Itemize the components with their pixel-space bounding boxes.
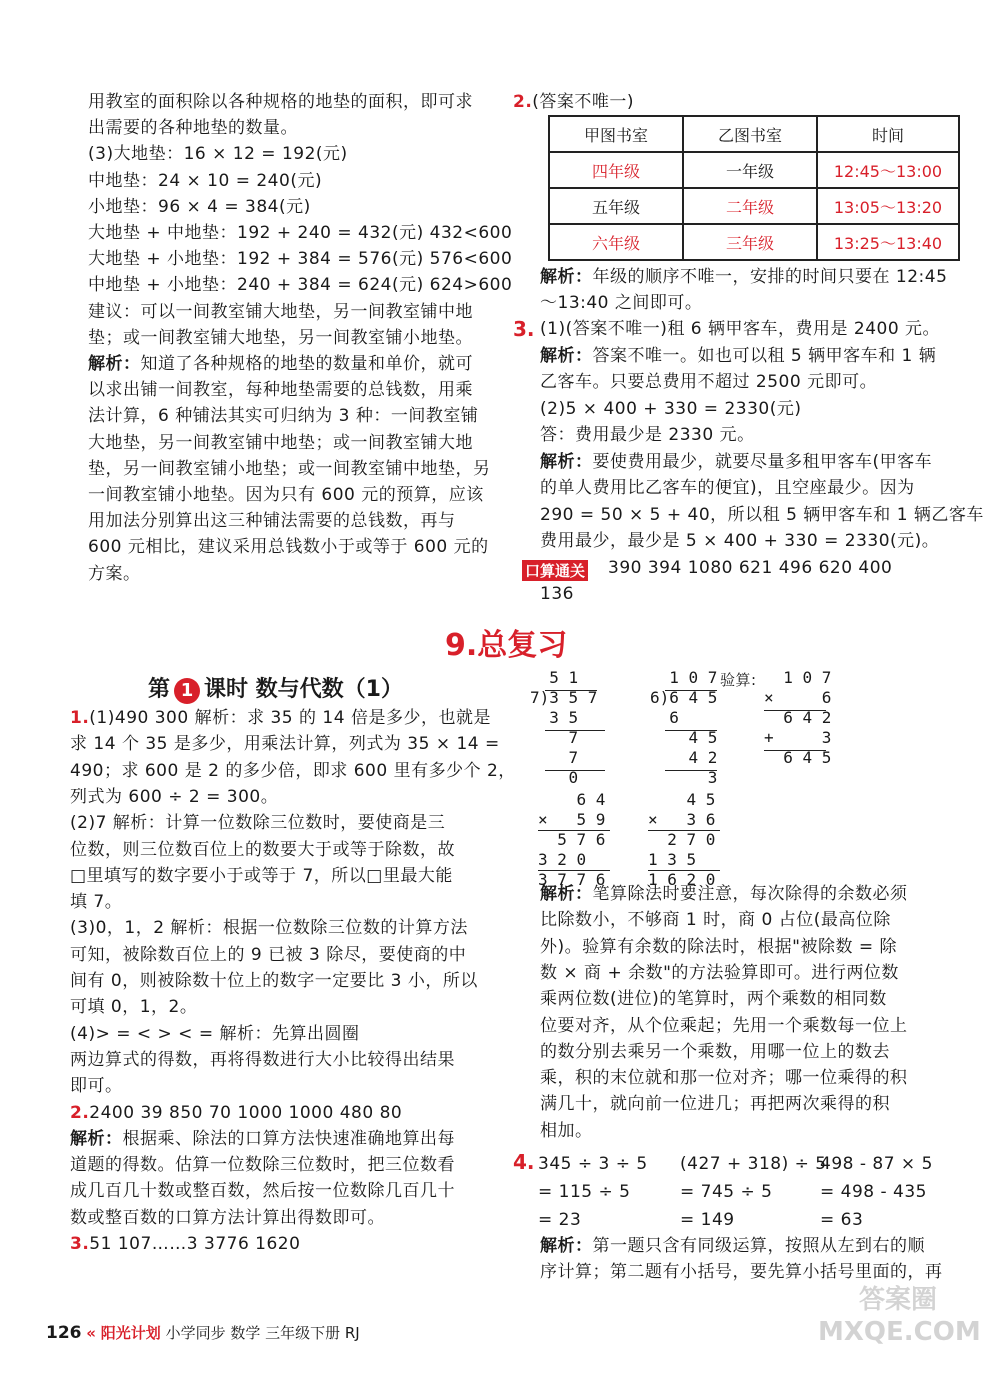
calc-row: 4 5 — [648, 790, 716, 809]
calc-row: 6 — [650, 708, 679, 727]
text-line: 费用最少，最少是 5 × 400 + 330 = 2330(元)。 — [540, 531, 940, 551]
text-line: 成几百几十数或整百数，然后按一位数除几百几十 — [70, 1181, 455, 1202]
text-line: 解析：要使费用最少，就要尽量多租甲客车(甲客车 — [540, 451, 933, 472]
rule-line — [538, 870, 610, 871]
calc-row: 6 4 — [538, 790, 606, 809]
calc-row: 5 1 — [530, 668, 579, 687]
calc-row: × 5 9 — [538, 810, 606, 829]
table-row — [549, 188, 959, 224]
text-line: 道题的得数。估算一位数除三位数时，把三位数看 — [70, 1155, 455, 1176]
text-line: 大地垫，另一间教室铺中地垫；或一间教室铺大地 — [88, 432, 473, 453]
text-line: 比除数小，不够商 1 时，商 0 占位(最高位除 — [540, 910, 891, 931]
text-line: □里填写的数字要小于或等于 7，所以□里最大能 — [70, 865, 453, 886]
text-line: 解析：知道了各种规格的地垫的数量和单价，就可 — [88, 354, 473, 374]
text-line: 即可。 — [70, 1076, 123, 1097]
table-header: 甲图书室 — [549, 116, 683, 152]
rule-line — [545, 770, 605, 771]
text-line: 中地垫 + 小地垫：240 + 384 = 624(元) 624>600 — [88, 275, 513, 296]
table-header-row — [549, 116, 959, 152]
lesson-prefix: 第 — [148, 677, 171, 702]
table-cell: 三年级 — [683, 224, 817, 260]
text-line: 可知，被除数百位上的 9 已被 3 除尽，要使商的中 — [70, 944, 467, 965]
q2-analysis-2: ～13:40 之间即可。 — [540, 293, 703, 313]
table-cell: 13:25～13:40 — [817, 224, 959, 260]
rule-line — [764, 750, 826, 751]
calc-row: 7 — [530, 748, 579, 767]
page-footer — [46, 1322, 360, 1343]
text-line: 列式为 600 ÷ 2 = 300。 — [70, 786, 279, 807]
table-header: 时间 — [817, 116, 959, 152]
q2-schedule-table — [548, 115, 960, 261]
rule-line — [648, 870, 720, 871]
lesson-title — [148, 672, 403, 704]
table-cell: 二年级 — [683, 188, 817, 224]
expression-step: = 63 — [820, 1210, 864, 1230]
expression-step: 498 - 87 × 5 — [820, 1154, 933, 1174]
text-line: 的单人费用比乙客车的便宜)，且空座最少。因为 — [540, 478, 915, 498]
text-line: 解析：笔算除法时要注意，每次除得的余数必须 — [540, 884, 908, 904]
rule-line — [648, 830, 720, 831]
table-header: 乙图书室 — [683, 116, 817, 152]
calc-row: 6 4 2 — [764, 708, 832, 727]
calc-row: × 3 6 — [648, 810, 716, 829]
text-line: 600 元相比，建议采用总钱数小于或等于 600 元的 — [88, 537, 489, 558]
text-line: 相加。 — [540, 1120, 593, 1141]
text-line: 出需要的各种地垫的数量。 — [88, 118, 298, 139]
q2-note: (答案不唯一) — [532, 92, 635, 112]
kousuan-tail: 136 — [540, 584, 574, 604]
calc-row: 6)6 4 5 — [650, 688, 718, 707]
q2-header — [513, 90, 634, 114]
calc-row: × 6 — [764, 688, 832, 707]
table-cell: 13:05～13:20 — [817, 188, 959, 224]
text-line: 3.51 107……3 3776 1620 — [70, 1234, 301, 1254]
rule-line — [545, 730, 605, 731]
table-cell: 六年级 — [549, 224, 683, 260]
calc-row: + 3 — [764, 728, 832, 747]
q4-analysis-1: 解析：第一题只含有同级运算，按照从左到右的顺 — [540, 1236, 925, 1256]
text-line: 乘两位数(进位)的笔算时，两个乘数的相同数 — [540, 989, 887, 1010]
q4-analysis-2: 序计算；第二题有小括号，要先算小括号里面的，再 — [540, 1262, 943, 1282]
text-line: 2.2400 39 850 70 1000 1000 480 80 — [70, 1102, 403, 1123]
q2-number: 2. — [513, 92, 533, 112]
text-line: 大地垫 + 小地垫：192 + 384 = 576(元) 576<600 — [88, 249, 513, 270]
text-line: 数 × 商 + 余数"的方法验算即可。进行两位数 — [540, 962, 899, 983]
text-line: 1.(1)490 300 解析：求 35 的 14 倍是多少，也就是 — [70, 708, 491, 728]
text-line: 建议：可以一间教室铺大地垫，另一间教室铺中地 — [88, 301, 473, 322]
kousuan-label: 口算通关 — [522, 560, 588, 581]
text-line: 用教室的面积除以各种规格的地垫的面积，即可求 — [88, 92, 473, 112]
calc-row: 5 7 6 — [538, 830, 606, 849]
table-cell: 四年级 — [549, 152, 683, 188]
calc-row: 3 — [650, 768, 718, 787]
text-line: (3)大地垫：16 × 12 = 192(元) — [88, 144, 348, 165]
rule-line — [665, 730, 717, 731]
table-row — [549, 152, 959, 188]
text-line: 填 7。 — [70, 892, 123, 913]
calc-row: 4 5 — [650, 728, 718, 747]
q4-number: 4. — [513, 1150, 535, 1174]
calc-row: 4 2 — [650, 748, 718, 767]
text-line: (2)7 解析：计算一位数除三位数时，要使商是三 — [70, 813, 446, 834]
text-line: 垫，另一间教室铺小地垫；或一间教室铺中地垫，另 — [88, 458, 491, 479]
text-line: 解析：根据乘、除法的口算方法快速准确地算出每 — [70, 1128, 455, 1149]
calc-row: 3 2 0 — [538, 850, 587, 869]
table-cell: 12:45～13:00 — [817, 152, 959, 188]
kousuan-values: 390 394 1080 621 496 620 400 — [608, 558, 893, 578]
text-line: 间有 0，则被除数十位上的数字一定要比 3 小，所以 — [70, 971, 478, 991]
text-line: 用加法分别算出这三种铺法需要的总钱数，再与 — [88, 511, 456, 532]
text-line: 答：费用最少是 2330 元。 — [540, 425, 755, 445]
calc-row: 2 7 0 — [648, 830, 716, 849]
table-cell: 一年级 — [683, 152, 817, 188]
rule-line — [764, 710, 826, 711]
brand-name: 阳光计划 — [100, 1324, 161, 1342]
division-bar — [665, 690, 717, 691]
text-line: 满几十，就向前一位进几；再把两次乘得的积 — [540, 1094, 890, 1115]
text-line: 两边算式的得数，再将得数进行大小比较得出结果 — [70, 1049, 455, 1070]
expression-step: = 745 ÷ 5 — [680, 1182, 773, 1202]
lesson-number-badge: 1 — [174, 678, 200, 704]
text-line: 290 = 50 × 5 + 40，所以租 5 辆甲客车和 1 辆乙客车 — [540, 504, 984, 525]
text-line: 的数分别去乘另一个乘数，用哪一位上的数去 — [540, 1041, 890, 1062]
q3-number: 3. — [513, 317, 535, 341]
page-number: 126 — [46, 1323, 82, 1343]
check-calculation — [764, 668, 831, 768]
lesson-name: 课时 数与代数（1） — [204, 677, 403, 702]
text-line: 解析：答案不唯一。如也可以租 5 辆甲客车和 1 辆 — [540, 345, 937, 366]
text-line: 外)。验算有余数的除法时，根据"被除数 = 除 — [540, 936, 898, 957]
q2-analysis-1: 解析：年级的顺序不唯一，安排的时间只要在 12:45 — [540, 267, 948, 287]
text-line: 可填 0，1，2。 — [70, 997, 198, 1018]
text-line: 位数，则三位数百位上的数要大于或等于除数，故 — [70, 839, 455, 860]
calc-row: 7)3 5 7 — [530, 688, 598, 707]
calc-row: 1 6 2 0 — [648, 870, 716, 889]
text-line: (2)5 × 400 + 330 = 2330(元) — [540, 398, 802, 419]
text-line: 490；求 600 是 2 的多少倍，即求 600 里有多少个 2， — [70, 760, 516, 781]
calc-row: 1 3 5 — [648, 850, 697, 869]
text-line: 垫；或一间教室铺大地垫，另一间教室铺小地垫。 — [88, 327, 473, 348]
calc-row: 7 — [530, 728, 579, 747]
text-line: 数或整百数的口算方法计算出得数即可。 — [70, 1207, 385, 1228]
calc-row: 3 7 7 6 — [538, 870, 606, 889]
section-title: 9.总复习 — [445, 628, 568, 663]
text-line: 小地垫：96 × 4 = 384(元) — [88, 196, 311, 217]
book-info: 小学同步 数学 三年级下册 RJ — [165, 1324, 360, 1342]
text-line: (4)> = < > < = 解析：先算出圆圈 — [70, 1023, 360, 1044]
expression-step: = 23 — [538, 1210, 582, 1230]
text-line: 以求出铺一间教室，每种地垫需要的总钱数，用乘 — [88, 380, 473, 401]
multiplication-2 — [648, 790, 715, 890]
check-label: 验算: — [720, 671, 757, 689]
multiplication-1 — [538, 790, 605, 890]
calc-row: 0 — [530, 768, 579, 787]
text-line: 方案。 — [88, 563, 141, 584]
expression-step: 345 ÷ 3 ÷ 5 — [538, 1154, 648, 1174]
text-line: 求 14 个 35 是多少，用乘法计算，列式为 35 × 14 = — [70, 734, 500, 755]
text-line: 位要对齐，从个位乘起；先用一个乘数每一位上 — [540, 1015, 908, 1036]
calc-row: 6 4 5 — [764, 748, 832, 767]
brand-chevron-icon: « — [86, 1324, 96, 1342]
calc-row: 3 5 — [530, 708, 579, 727]
text-line: 大地垫 + 中地垫：192 + 240 = 432(元) 432<600 — [88, 223, 513, 243]
expression-step: = 115 ÷ 5 — [538, 1182, 631, 1202]
expression-step: = 498 - 435 — [820, 1182, 927, 1202]
rule-line — [665, 770, 717, 771]
table-cell: 五年级 — [549, 188, 683, 224]
text-line: 乙客车。只要总费用不超过 2500 元即可。 — [540, 372, 878, 392]
text-line: (3)0，1，2 解析：根据一位数除三位数的计算方法 — [70, 918, 468, 939]
division-bar — [545, 690, 597, 691]
calc-row: 1 0 7 — [650, 668, 718, 687]
text-line: 一间教室铺小地垫。因为只有 600 元的预算，应该 — [88, 485, 484, 505]
table-row — [549, 224, 959, 260]
expression-step: (427 + 318) ÷ 5 — [680, 1154, 827, 1174]
text-line: (1)(答案不唯一)租 6 辆甲客车，费用是 2400 元。 — [540, 319, 941, 339]
watermark: 答案圈 MXQE.COM — [818, 1285, 981, 1347]
text-line: 法计算，6 种铺法其实可归纳为 3 种：一间教室铺 — [88, 406, 479, 427]
expression-step: = 149 — [680, 1210, 735, 1230]
rule-line — [538, 830, 610, 831]
calc-row: 1 0 7 — [764, 668, 832, 687]
text-line: 中地垫：24 × 10 = 240(元) — [88, 170, 323, 191]
text-line: 乘，积的末位就和那一位对齐；哪一位乘得的积 — [540, 1068, 908, 1089]
